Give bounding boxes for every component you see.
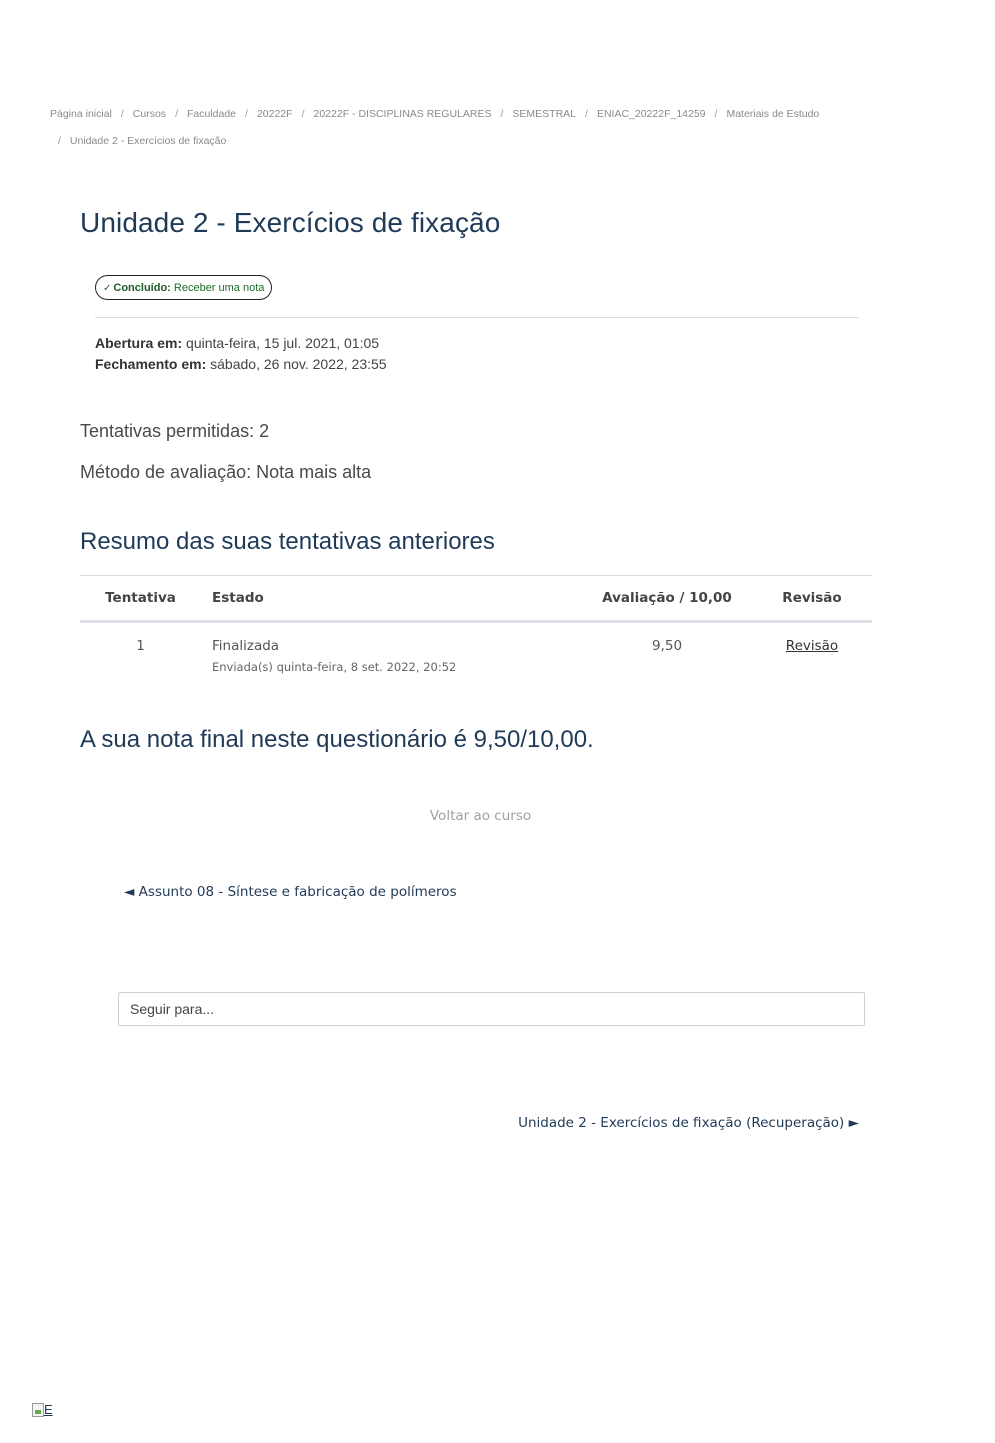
- breadcrumb-item-courses[interactable]: Cursos: [132, 108, 167, 120]
- breadcrumb-item-semester[interactable]: SEMESTRAL: [512, 108, 577, 120]
- attempt-review-cell: [752, 622, 872, 684]
- open-date-value: quinta-feira, 15 jul. 2021, 01:05: [186, 335, 380, 351]
- broken-image-icon: [32, 1403, 44, 1417]
- breadcrumb-item-faculty[interactable]: Faculdade: [186, 108, 237, 120]
- breadcrumb-item-regular-courses[interactable]: 20222F - DISCIPLINAS REGULARES: [313, 108, 492, 120]
- next-activity-link[interactable]: Unidade 2 - Exercícios de fixação (Recuperação) ►: [518, 1115, 859, 1131]
- table-row: [80, 622, 872, 684]
- breadcrumb-separator: /: [714, 108, 718, 120]
- completion-value: Receber uma nota: [173, 282, 265, 294]
- page-title: Unidade 2 - Exercícios de fixação: [80, 207, 501, 238]
- close-date-label: Fechamento em:: [95, 356, 207, 372]
- attempts-summary-table: [80, 575, 872, 683]
- completion-label: Concluído:: [113, 282, 171, 294]
- breadcrumb-item-course-code[interactable]: ENIAC_20222F_14259: [596, 108, 706, 120]
- breadcrumb: [50, 101, 880, 155]
- attempt-number: 1: [136, 638, 145, 654]
- column-header-grade: Avaliação / 10,00: [582, 576, 752, 622]
- open-date: [95, 333, 387, 354]
- close-date: [95, 354, 387, 375]
- open-date-label: Abertura em:: [95, 335, 183, 351]
- column-header-state: Estado: [201, 576, 582, 622]
- footer-logo-image[interactable]: [32, 1401, 58, 1429]
- breadcrumb-separator: /: [301, 108, 305, 120]
- attempt-state: Finalizada: [212, 638, 280, 654]
- table-header-row: [80, 576, 872, 622]
- breadcrumb-separator: /: [175, 108, 178, 120]
- previous-activity-link[interactable]: ◄ Assunto 08 - Síntese e fabricação de polímeros: [124, 884, 457, 900]
- footer-image-alt-text: E: [44, 1402, 53, 1417]
- completion-status-badge: [95, 275, 272, 300]
- back-to-course-button[interactable]: Voltar ao curso: [429, 808, 532, 824]
- breadcrumb-separator: /: [585, 108, 588, 120]
- final-grade-text: A sua nota final neste questionário é 9,50/10,00.: [80, 726, 594, 753]
- check-icon: ✓: [103, 283, 112, 294]
- column-header-attempt: Tentativa: [80, 576, 201, 622]
- breadcrumb-separator: /: [120, 108, 124, 120]
- breadcrumb-item-study-materials[interactable]: Materiais de Estudo: [726, 108, 820, 120]
- attempt-grade: 9,50: [651, 638, 683, 654]
- close-date-value: sábado, 26 nov. 2022, 23:55: [210, 356, 387, 372]
- breadcrumb-separator: /: [500, 108, 504, 120]
- review-link[interactable]: Revisão: [785, 638, 839, 654]
- breadcrumb-item-term[interactable]: 20222F: [256, 108, 293, 120]
- breadcrumb-separator: /: [245, 108, 248, 120]
- jump-to-select[interactable]: Seguir para...: [118, 992, 865, 1026]
- divider: [95, 317, 859, 318]
- breadcrumb-item-current: Unidade 2 - Exercícios de fixação: [69, 135, 227, 147]
- grading-method: Método de avaliação: Nota mais alta: [80, 462, 372, 482]
- breadcrumb-item-home[interactable]: Página inicial: [50, 108, 112, 120]
- breadcrumb-separator: /: [58, 135, 61, 147]
- activity-dates: [95, 333, 387, 375]
- attempts-allowed: Tentativas permitidas: 2: [80, 421, 270, 441]
- attempt-submitted-date: Enviada(s) quinta-feira, 8 set. 2022, 20:52: [212, 660, 457, 674]
- attempts-summary-heading: Resumo das suas tentativas anteriores: [80, 528, 495, 555]
- attempt-state-cell: [201, 622, 582, 684]
- column-header-review: Revisão: [752, 576, 872, 622]
